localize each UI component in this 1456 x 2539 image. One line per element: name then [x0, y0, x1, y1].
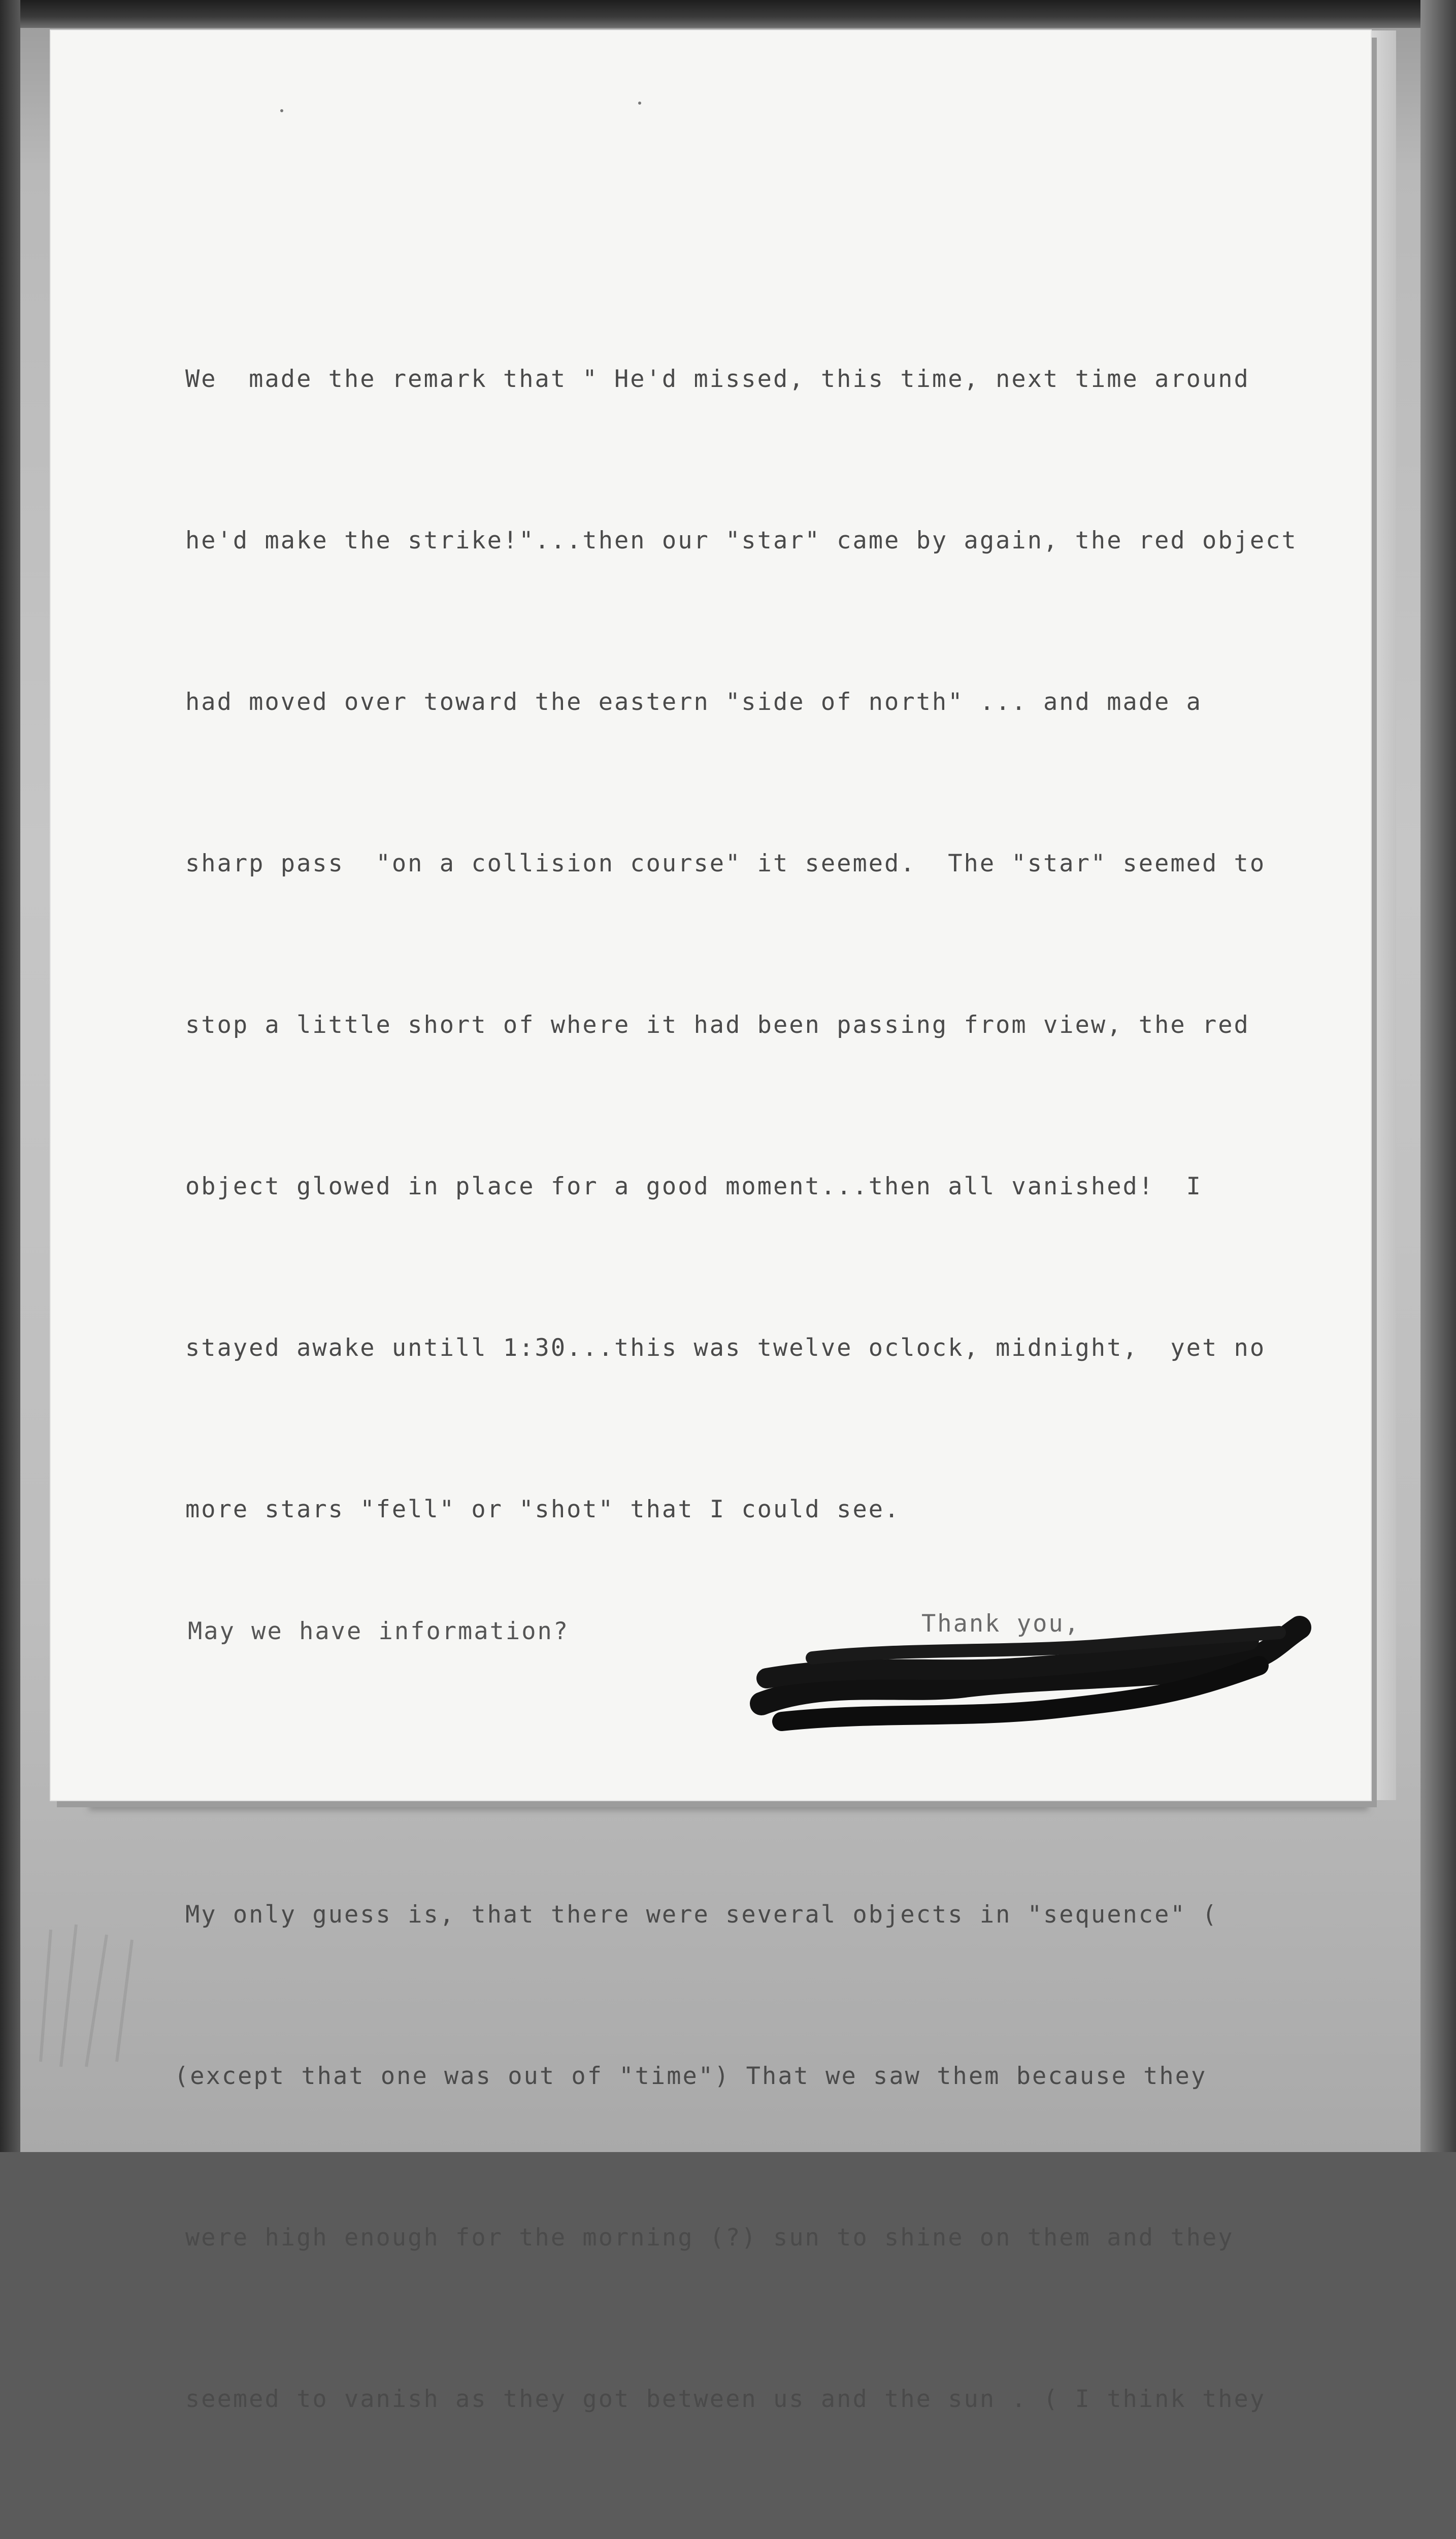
text-line: My only guess is, that there were several objects in "sequence" ( — [185, 1901, 1218, 1929]
page-edge — [1371, 30, 1396, 1800]
scan-border-right — [1420, 0, 1456, 2152]
text-line: (except that one was out of "time") That we saw them because they — [174, 2062, 1207, 2090]
text-line: We made the remark that " He'd missed, this time, next time around — [185, 365, 1250, 393]
closing-question: May we have information? — [188, 1617, 570, 1645]
text-line: sharp pass "on a collision course" it seemed. The "star" seemed to — [185, 850, 1266, 877]
paper-speck — [638, 102, 641, 105]
paper-speck — [280, 109, 283, 112]
scan-border-top — [0, 0, 1456, 28]
text-line: more stars "fell" or "shot" that I could see. — [185, 1495, 901, 1523]
text-line: stayed awake untill 1:30...this was twelve oclock, midnight, yet no — [185, 1334, 1266, 1362]
redaction-marker-scribble — [751, 1617, 1310, 1739]
text-line: seemed to vanish as they got between us and the sun . ( I think they — [185, 2385, 1266, 2413]
text-line: were high enough for the morning (?) sun to shine on them and they — [185, 2224, 1234, 2252]
sign-off: Thank you, — [921, 1610, 1080, 1638]
paragraph-1 — [185, 245, 1353, 1644]
text-line: stop a little short of where it had been passing from view, the red — [185, 1011, 1250, 1039]
text-line — [185, 2534, 1353, 2539]
text-line: object glowed in place for a good moment...then all vanished! I — [185, 1173, 1202, 1200]
letter-body — [174, 137, 1353, 2539]
scan-scratch-marks — [30, 1919, 162, 2072]
signature-prefix: Mrs — [921, 1676, 963, 1699]
text-line: he'd make the strike!"...then our "star" came by again, the red object — [185, 527, 1298, 555]
text-line: had moved over toward the eastern "side of north" ... and made a — [185, 688, 1202, 716]
paragraph-2 — [174, 1780, 1353, 2539]
scan-border-left — [0, 0, 20, 2152]
